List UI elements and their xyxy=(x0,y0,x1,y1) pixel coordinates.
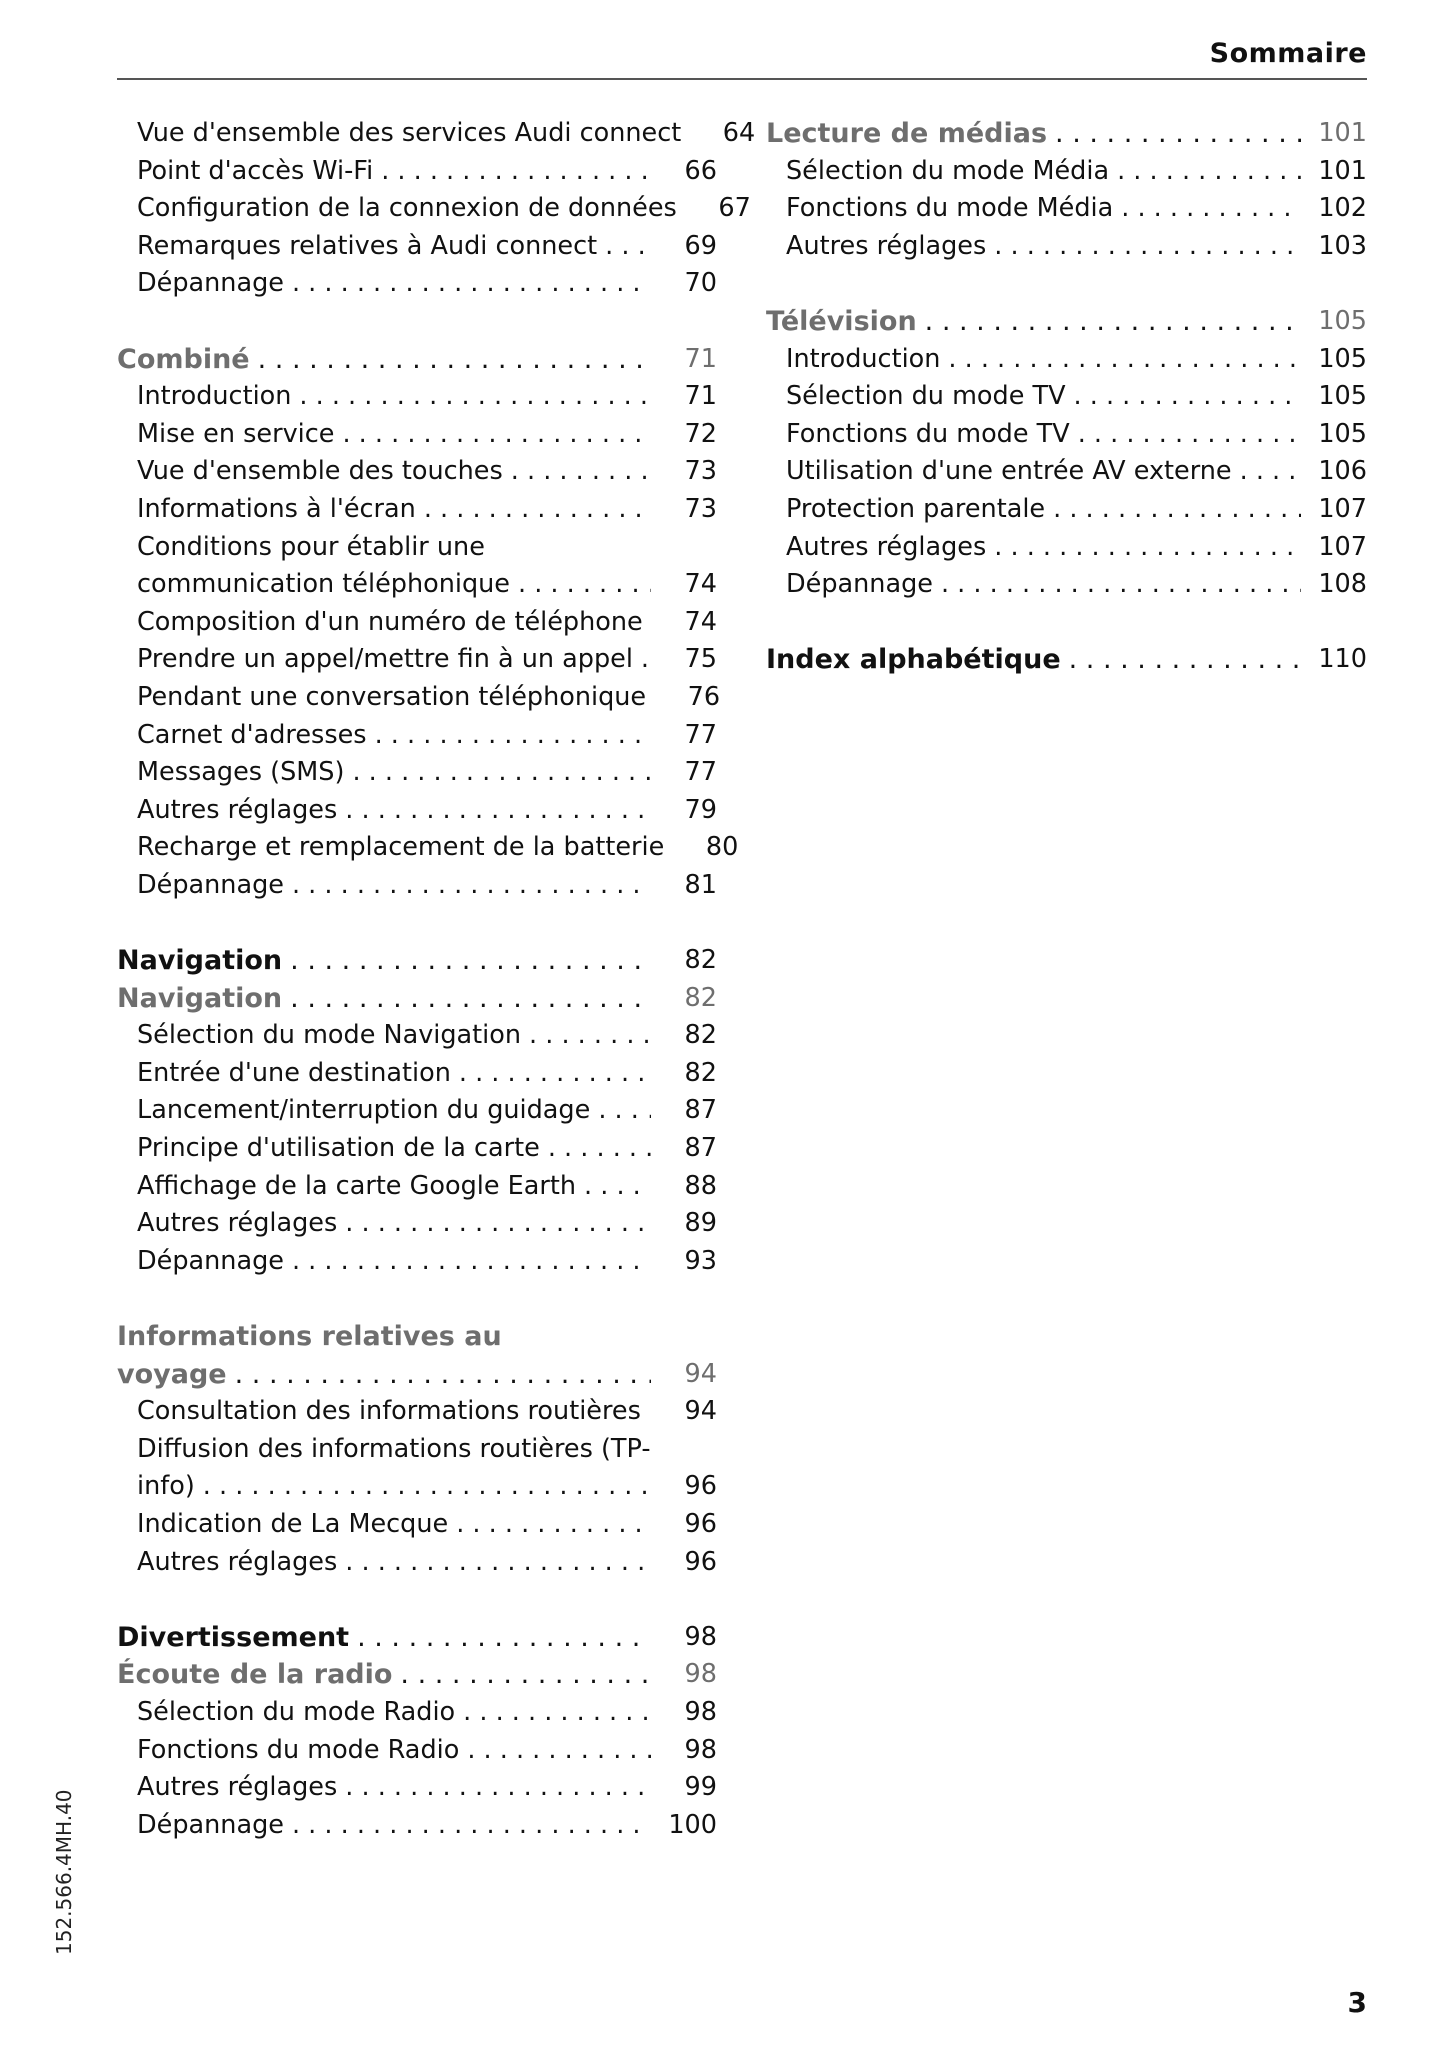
toc-entry-title: Protection parentale xyxy=(786,493,1046,524)
toc-page-number: 98 xyxy=(684,1621,717,1652)
toc-page-number: 82 xyxy=(684,982,717,1013)
toc-entry[interactable] xyxy=(117,153,717,191)
toc-entry-title: Autres réglages xyxy=(786,531,987,562)
toc-leader-dots xyxy=(463,1694,651,1732)
toc-entry-title: Principe d'utilisation de la carte xyxy=(137,1133,540,1164)
toc-page-number: 82 xyxy=(684,1057,717,1088)
toc-entry[interactable] xyxy=(117,453,717,491)
toc-page-number: 106 xyxy=(1318,456,1367,487)
toc-leader-dots xyxy=(1069,641,1301,679)
toc-entry-title: Dépannage xyxy=(137,869,284,900)
toc-spacer xyxy=(117,1280,717,1318)
toc-entry-title: Sélection du mode Navigation xyxy=(137,1020,522,1051)
toc-page-number: 77 xyxy=(684,757,717,788)
toc-entry-title: Sélection du mode Radio xyxy=(137,1696,456,1727)
document-code: 152.566.4MH.40 xyxy=(52,1789,76,1955)
toc-leader-dots xyxy=(1240,453,1301,491)
toc-leader-dots xyxy=(598,1092,651,1130)
toc-leader-dots xyxy=(456,1506,651,1544)
toc-entry[interactable] xyxy=(117,1243,717,1281)
toc-page-number: 99 xyxy=(684,1772,717,1803)
toc-page-number: 102 xyxy=(1318,193,1367,224)
toc-page-number: 93 xyxy=(684,1245,717,1276)
toc-entry[interactable] xyxy=(766,228,1367,266)
toc-entry[interactable] xyxy=(117,641,717,679)
toc-leader-dots xyxy=(345,1769,651,1807)
toc-leader-dots xyxy=(1121,190,1301,228)
toc-entry[interactable] xyxy=(117,867,717,905)
toc-page-number: 87 xyxy=(684,1133,717,1164)
toc-leader-dots xyxy=(459,1055,651,1093)
toc-leader-dots xyxy=(290,942,651,980)
toc-page-number: 94 xyxy=(684,1358,717,1389)
toc-entry[interactable] xyxy=(117,115,756,153)
toc-page-number: 105 xyxy=(1318,305,1367,336)
toc-page-number: 64 xyxy=(722,118,756,148)
toc-leader-dots xyxy=(342,416,651,454)
toc-page-number: 75 xyxy=(684,644,717,675)
toc-page-number: 67 xyxy=(718,193,751,224)
toc-page-number: 74 xyxy=(684,606,717,637)
toc-page-number: 105 xyxy=(1318,381,1367,412)
toc-entry-title: Remarques relatives à Audi connect xyxy=(137,230,598,261)
toc-page-number: 108 xyxy=(1318,569,1367,600)
toc-spacer xyxy=(117,303,717,341)
toc-leader-dots xyxy=(235,1356,651,1394)
toc-entry[interactable] xyxy=(117,228,717,266)
toc-spacer xyxy=(766,604,1367,642)
toc-leader-dots xyxy=(518,566,651,604)
toc-leader-dots xyxy=(400,1656,651,1694)
toc-entry[interactable] xyxy=(766,341,1367,379)
toc-entry[interactable] xyxy=(117,1393,717,1431)
toc-page-number: 72 xyxy=(684,418,717,449)
toc-leader-dots xyxy=(290,980,651,1018)
toc-entry[interactable] xyxy=(766,378,1367,416)
toc-entry-title: Entrée d'une destination xyxy=(137,1057,451,1088)
toc-page-number: 96 xyxy=(684,1471,717,1502)
toc-page-number: 89 xyxy=(684,1208,717,1239)
toc-entry[interactable] xyxy=(117,1506,717,1544)
toc-entry[interactable] xyxy=(117,1694,717,1732)
toc-page-number: 74 xyxy=(684,569,717,600)
toc-entry-title: Index alphabétique xyxy=(766,644,1061,676)
toc-leader-dots xyxy=(424,491,651,529)
toc-entry-title: Autres réglages xyxy=(786,230,987,261)
toc-page-number: 101 xyxy=(1318,118,1367,148)
toc-entry[interactable] xyxy=(117,679,721,717)
toc-entry[interactable] xyxy=(117,1468,717,1506)
toc-leader-dots xyxy=(292,867,651,905)
toc-leader-dots xyxy=(1053,491,1301,529)
toc-entry[interactable] xyxy=(766,416,1367,454)
toc-entry[interactable] xyxy=(117,1807,717,1845)
toc-entry[interactable] xyxy=(766,491,1367,529)
toc-entry-title: Dépannage xyxy=(137,1809,284,1840)
toc-entry[interactable] xyxy=(117,1092,717,1130)
toc-entry-title: Télévision xyxy=(766,305,917,337)
toc-entry-title: Mise en service xyxy=(137,418,335,449)
toc-leader-dots xyxy=(584,1168,651,1206)
toc-leader-dots xyxy=(941,566,1301,604)
toc-entry-title: Combiné xyxy=(117,343,250,375)
toc-entry[interactable] xyxy=(117,416,717,454)
toc-page-number: 98 xyxy=(684,1696,717,1727)
toc-entry-title: Lecture de médias xyxy=(766,118,1048,149)
toc-entry-title: Dépannage xyxy=(137,268,284,299)
toc-entry-title: Recharge et remplacement de la batterie xyxy=(137,832,665,863)
toc-leader-dots xyxy=(345,792,651,830)
toc-entry[interactable] xyxy=(766,453,1367,491)
toc-page-number: 105 xyxy=(1318,343,1367,374)
toc-page-number: 94 xyxy=(684,1396,717,1427)
toc-entry-title: Dépannage xyxy=(137,1245,284,1276)
toc-section-heading[interactable] xyxy=(117,1318,717,1356)
toc-entry[interactable] xyxy=(117,566,717,604)
toc-entry[interactable] xyxy=(117,717,717,755)
toc-entry-title: Sélection du mode Média xyxy=(786,155,1110,186)
toc-entry-title: Vue d'ensemble des services Audi connect xyxy=(137,118,682,148)
toc-leader-dots xyxy=(203,1468,651,1506)
toc-page-number: 80 xyxy=(705,832,739,863)
toc-entry-title: Indication de La Mecque xyxy=(137,1508,449,1539)
toc-entry[interactable] xyxy=(117,1205,717,1243)
toc-entry-title: Fonctions du mode TV xyxy=(786,418,1070,449)
toc-page-number: 71 xyxy=(684,343,717,374)
toc-leader-dots xyxy=(548,1130,651,1168)
toc-entry[interactable] xyxy=(117,1431,717,1469)
toc-entry-title: Dépannage xyxy=(786,569,933,600)
toc-entry-title: Autres réglages xyxy=(137,794,338,825)
toc-entry[interactable] xyxy=(766,190,1367,228)
toc-section-heading[interactable] xyxy=(117,1656,717,1694)
toc-section-heading[interactable] xyxy=(117,980,717,1018)
toc-leader-dots xyxy=(948,341,1301,379)
toc-entry[interactable] xyxy=(117,190,751,228)
toc-entry-title: Utilisation d'une entrée AV externe xyxy=(786,456,1232,487)
toc-entry-title: voyage xyxy=(117,1358,227,1390)
toc-entry[interactable] xyxy=(117,754,717,792)
toc-entry[interactable] xyxy=(117,1732,717,1770)
toc-page-number: 76 xyxy=(687,681,721,712)
toc-page-number: 81 xyxy=(684,869,717,900)
toc-leader-dots xyxy=(529,1017,651,1055)
toc-page-number: 82 xyxy=(684,945,717,976)
toc-leader-dots xyxy=(925,303,1301,341)
toc-page-number: 100 xyxy=(668,1809,717,1840)
toc-entry-title: Conditions pour établir une xyxy=(137,531,485,562)
toc-section-heading[interactable] xyxy=(117,942,717,980)
toc-section-heading[interactable] xyxy=(117,1619,717,1657)
toc-leader-dots xyxy=(994,228,1301,266)
toc-leader-dots xyxy=(1074,378,1301,416)
toc-entry-title: Consultation des informations routières xyxy=(137,1396,641,1427)
toc-page-number: 88 xyxy=(684,1170,717,1201)
toc-entry-title: Écoute de la radio xyxy=(117,1659,393,1691)
toc-leader-dots xyxy=(511,453,651,491)
toc-leader-dots xyxy=(258,341,651,379)
toc-page-number: 105 xyxy=(1318,418,1367,449)
toc-page-number: 110 xyxy=(1318,644,1367,675)
toc-page-number: 101 xyxy=(1318,155,1367,186)
toc-page-number: 98 xyxy=(684,1734,717,1765)
toc-entry-title: Autres réglages xyxy=(137,1772,338,1803)
toc-entry[interactable] xyxy=(766,153,1367,191)
toc-section-heading[interactable] xyxy=(766,641,1367,679)
toc-entry-title: Pendant une conversation téléphonique xyxy=(137,681,647,712)
toc-leader-dots xyxy=(641,641,651,679)
toc-entry-title: Composition d'un numéro de téléphone xyxy=(137,606,643,637)
toc-page-number: 73 xyxy=(684,456,717,487)
toc-entry-title: Fonctions du mode Média xyxy=(786,193,1114,224)
toc-left-column xyxy=(117,115,756,1844)
toc-page-number: 71 xyxy=(684,381,717,412)
toc-entry[interactable] xyxy=(117,604,717,642)
toc-page-number: 87 xyxy=(684,1095,717,1126)
toc-page-number: 107 xyxy=(1318,531,1367,562)
toc-entry-title: Fonctions du mode Radio xyxy=(137,1734,460,1765)
toc-leader-dots xyxy=(467,1732,651,1770)
toc-entry-title: Navigation xyxy=(117,982,283,1014)
toc-entry-title: Divertissement xyxy=(117,1621,350,1653)
toc-entry[interactable] xyxy=(117,378,717,416)
toc-entry-title: communication téléphonique xyxy=(137,569,510,600)
toc-leader-dots xyxy=(292,265,651,303)
toc-leader-dots xyxy=(292,1807,651,1845)
toc-entry-title: Introduction xyxy=(137,381,292,412)
toc-page-number: 107 xyxy=(1318,493,1367,524)
toc-section-heading[interactable] xyxy=(766,115,1367,153)
toc-leader-dots xyxy=(649,1393,651,1431)
toc-leader-dots xyxy=(345,1544,651,1582)
toc-leader-dots xyxy=(375,717,651,755)
toc-entry-title: Affichage de la carte Google Earth xyxy=(137,1170,577,1201)
toc-entry[interactable] xyxy=(117,1544,717,1582)
toc-entry-title: Point d'accès Wi-Fi xyxy=(137,155,374,186)
toc-entry[interactable] xyxy=(766,529,1367,567)
toc-spacer xyxy=(117,1581,717,1619)
toc-entry-title: info) xyxy=(137,1471,195,1502)
toc-right-column xyxy=(766,115,1367,679)
toc-entry[interactable] xyxy=(766,566,1367,604)
toc-entry[interactable] xyxy=(117,1055,717,1093)
toc-leader-dots xyxy=(1117,153,1301,191)
toc-leader-dots xyxy=(381,153,651,191)
toc-entry-title: Messages (SMS) xyxy=(137,757,345,788)
toc-leader-dots xyxy=(1078,416,1301,454)
toc-entry[interactable] xyxy=(117,1130,717,1168)
toc-page-number: 96 xyxy=(684,1546,717,1577)
toc-leader-dots xyxy=(994,529,1301,567)
toc-section-heading[interactable] xyxy=(117,1356,717,1394)
toc-entry-title: Navigation xyxy=(117,945,283,977)
toc-entry[interactable] xyxy=(117,1168,717,1206)
toc-entry-title: Sélection du mode TV xyxy=(786,381,1066,412)
toc-entry-title: Vue d'ensemble des touches xyxy=(137,456,503,487)
toc-leader-dots xyxy=(357,1619,651,1657)
toc-page-number: 98 xyxy=(684,1659,717,1690)
toc-page-number: 66 xyxy=(684,155,717,186)
toc-entry-title: Informations à l'écran xyxy=(137,493,416,524)
toc-entry-title: Carnet d'adresses xyxy=(137,719,367,750)
toc-entry-title: Autres réglages xyxy=(137,1208,338,1239)
toc-entry[interactable] xyxy=(117,265,717,303)
toc-entry[interactable] xyxy=(117,1017,717,1055)
toc-page-number: 77 xyxy=(684,719,717,750)
toc-entry[interactable] xyxy=(117,529,717,567)
toc-page-number: 70 xyxy=(684,268,717,299)
toc-entry[interactable] xyxy=(117,792,717,830)
toc-entry-title: Introduction xyxy=(786,343,941,374)
toc-section-heading[interactable] xyxy=(117,341,717,379)
toc-entry-title: Informations relatives au xyxy=(117,1321,502,1352)
toc-spacer xyxy=(766,265,1367,303)
toc-entry-title: Prendre un appel/mettre fin à un appel xyxy=(137,644,633,675)
toc-entry-title: Autres réglages xyxy=(137,1546,338,1577)
toc-leader-dots xyxy=(292,1243,651,1281)
page-header xyxy=(117,34,1367,80)
toc-entry-title: Lancement/interruption du guidage xyxy=(137,1095,591,1126)
toc-section-heading[interactable] xyxy=(766,303,1367,341)
toc-spacer xyxy=(117,904,717,942)
toc-leader-dots xyxy=(352,754,651,792)
toc-page-number: 69 xyxy=(684,230,717,261)
toc-entry-title: Configuration de la connexion de données xyxy=(137,193,677,224)
toc-page-number: 73 xyxy=(684,493,717,524)
header-title: Sommaire xyxy=(1209,38,1367,69)
toc-entry[interactable] xyxy=(117,829,739,867)
toc-leader-dots xyxy=(299,378,651,416)
toc-entry-title: Diffusion des informations routières (TP- xyxy=(137,1433,651,1464)
page-number: 3 xyxy=(1347,1986,1367,2019)
toc-entry[interactable] xyxy=(117,1769,717,1807)
toc-page-number: 82 xyxy=(684,1020,717,1051)
toc-page-number: 96 xyxy=(684,1508,717,1539)
toc-leader-dots xyxy=(605,228,651,266)
toc-leader-dots xyxy=(345,1205,651,1243)
toc-entry[interactable] xyxy=(117,491,717,529)
toc-leader-dots xyxy=(1055,115,1301,153)
toc-page-number: 79 xyxy=(684,794,717,825)
toc-page-number: 103 xyxy=(1318,230,1367,261)
